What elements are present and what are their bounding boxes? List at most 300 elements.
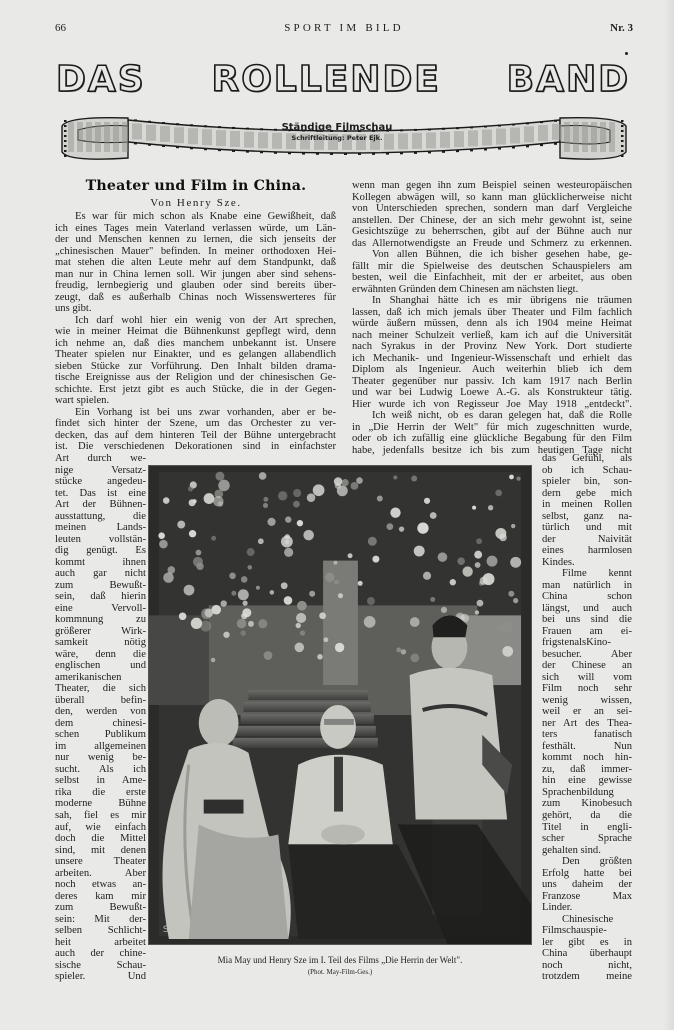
masthead-word: ROLLENDE	[211, 59, 441, 100]
blossom	[372, 556, 379, 563]
film-perforation	[64, 145, 67, 147]
blossom	[319, 612, 326, 619]
blossom	[223, 632, 229, 638]
blossom	[423, 572, 431, 580]
text-line: wart spielen.	[55, 395, 110, 407]
blossom	[189, 530, 196, 537]
text-line: eine Vervoll-	[55, 602, 146, 614]
text-line: ist. Die verschiedenen Dekorationen sind in einfachster	[55, 441, 336, 453]
blossom	[475, 562, 481, 568]
text-line: Art durch we-	[55, 453, 146, 464]
blossom	[256, 586, 260, 590]
article-title: Theater und Film in China.	[85, 178, 307, 194]
text-line: Von allen Bühnen, die ich bisher gesehen habe, ge-	[372, 249, 632, 261]
text-line: sische Schau-	[55, 959, 146, 971]
text-line: Film noch sehr	[542, 683, 632, 695]
blossom	[263, 503, 268, 508]
text-line: tische Ereignisse aus der Religion und der chinesischen Ge-	[55, 372, 336, 384]
text-line: Theater spielen nur Einakter, und es gelangen allabendlich	[55, 349, 336, 361]
text-line: uns daheim der	[542, 879, 632, 891]
blossom	[396, 647, 401, 652]
text-line: nur wenig be-	[55, 752, 146, 764]
page-number: 66	[55, 22, 66, 34]
text-line: man nur in China lernen soll. Wir jungen aber sind sehens-	[55, 268, 336, 280]
blossom	[450, 579, 456, 585]
text-line: in meinen Rollen	[542, 499, 632, 511]
film-perforation	[386, 153, 389, 155]
film-perforation	[498, 148, 501, 150]
blossom	[495, 490, 502, 497]
blossom	[411, 476, 417, 482]
text-line: der Chinese an	[542, 660, 632, 672]
text-line: ler gibt es in	[542, 936, 632, 948]
text-line: wie in meiner Heimat die Bühnenkunst gepflegt wird, denn	[55, 326, 336, 338]
text-line: besten, weil die Einfachheit, mit der er arbeitet, aus oben	[352, 272, 632, 284]
section-subtitle: Ständige Filmschau	[281, 122, 393, 133]
blossom	[281, 582, 288, 589]
text-line: In Shanghai hätte ich es mir übrigens nie träumen	[372, 295, 632, 307]
text-line: arbeiten. Aber	[55, 867, 146, 879]
blossom	[502, 646, 513, 657]
text-line: anstellen. Der Chinese, der an sich mehr gewohnt ist, seine	[352, 214, 632, 226]
blossom	[476, 538, 482, 544]
text-line: sieben Stücke zur Vorführung. Den Inhalt bilden drama-	[55, 360, 336, 372]
film-perforation	[316, 153, 319, 155]
film-perforation	[274, 152, 277, 154]
text-line: uns gibt.	[55, 303, 92, 315]
blossom	[513, 598, 518, 603]
blossom	[335, 643, 344, 652]
blossom	[401, 649, 406, 654]
text-line: wenn man gegen ihn zum Beispiel seinen westeuropäischen	[352, 180, 632, 191]
blossom	[410, 654, 419, 663]
blossom	[501, 621, 512, 632]
film-perforation	[330, 153, 333, 155]
blossom	[487, 556, 498, 567]
text-line: findet sich hinter der Szene, um das Orchester zu ver-	[55, 418, 336, 430]
text-line: würde äußern müssen, denn als ich 1904 meine Heimat	[352, 318, 632, 330]
blossom	[430, 512, 437, 519]
text-line: spieler bin, son-	[542, 476, 632, 488]
blossom	[441, 607, 447, 613]
blossom	[356, 477, 363, 484]
text-line: der und Menschen kennen zu lernen, die sich jenseits der	[55, 234, 336, 246]
text-line: ters fanatisch	[542, 729, 632, 741]
blossom	[424, 498, 430, 504]
blossom	[267, 518, 275, 526]
text-line: zum Kinobesuch	[542, 798, 632, 810]
film-perforation	[64, 155, 67, 157]
issue-number: Nr. 3	[610, 22, 633, 34]
blossom	[231, 591, 236, 596]
blossom	[367, 597, 375, 605]
blossom	[474, 551, 482, 559]
text-line: ich eines Tages mein Vaterland verlassen würde, um Län-	[55, 222, 336, 234]
text-line: das Gefühl, als	[542, 453, 632, 464]
text-line: Filme kennt	[562, 568, 632, 580]
text-line: im allgemeinen	[55, 740, 146, 752]
blossom	[218, 480, 230, 492]
blossom	[213, 496, 224, 507]
photo-credit: (Phot. May-Film-Ges.)	[307, 968, 373, 976]
text-line: dern gebe mich	[542, 487, 632, 499]
film-perforation	[540, 144, 543, 146]
blossom	[188, 486, 193, 491]
blossom	[457, 557, 465, 565]
blossom	[211, 536, 216, 541]
blossom	[229, 573, 236, 580]
film-perforation	[232, 150, 235, 152]
blossom	[196, 550, 202, 556]
text-line: dem chinesi-	[55, 717, 146, 729]
text-line: Titel in engli-	[542, 821, 632, 833]
blossom	[192, 499, 196, 503]
blossom	[462, 566, 472, 576]
text-line: kommnung zu	[55, 614, 146, 626]
blossom	[285, 516, 291, 522]
text-line: rika die erste	[55, 786, 146, 798]
blossom	[184, 585, 195, 596]
text-line: meinen Lands-	[55, 522, 146, 534]
right-column-narrow	[542, 453, 632, 983]
blossom	[325, 573, 334, 582]
blossom	[242, 608, 251, 617]
text-line: Den größten	[562, 856, 632, 868]
page-edge-shadow	[664, 0, 674, 1030]
text-line: hin eine gewisse	[542, 775, 632, 787]
text-line: gehalten sind.	[542, 844, 601, 856]
left-column-top	[55, 211, 336, 453]
text-line: in „Die Herrin der Welt" für mich zugeschnitten wurde,	[352, 421, 632, 433]
film-perforation	[400, 152, 403, 154]
text-line: sein, daß hierin	[55, 591, 146, 603]
blossom	[334, 580, 339, 585]
text-line: kommt ihnen	[55, 556, 146, 568]
blossom	[472, 506, 476, 510]
blossom	[296, 623, 301, 628]
blossom	[477, 600, 484, 607]
text-line: sucht. Als ich	[55, 763, 146, 775]
left-column-narrow	[55, 453, 146, 983]
blossom	[377, 495, 383, 501]
blossom	[293, 501, 300, 508]
text-line: nach meiner Schulzeit verließ, kam ich auf die Universität	[352, 329, 632, 341]
blossom	[191, 618, 202, 629]
blossom	[259, 472, 267, 480]
blossom	[221, 600, 227, 606]
text-line: trotzdem meine	[542, 971, 632, 983]
blossom	[303, 530, 314, 541]
text-line: und war bei Ludwig Loewe A.-G. als Konstrukteur tätig.	[352, 387, 632, 399]
text-line: kommt noch hin-	[542, 752, 632, 764]
film-perforation	[484, 149, 487, 151]
film-perforation	[246, 151, 249, 153]
text-line: Es war für mich schon als Knabe eine Gewißheit, daß	[75, 211, 336, 222]
text-line: „chinesischen Mauer" befinden. In meiner orthodoxen Hei-	[55, 245, 336, 257]
blossom	[284, 596, 293, 605]
text-line: stücke angedeu-	[55, 476, 146, 488]
blossom	[205, 609, 214, 618]
section-editor: Schriftleitung: Peter Ejk.	[291, 134, 383, 142]
text-line: selben Schlicht-	[55, 925, 146, 937]
text-line: zu, daß immer-	[542, 763, 632, 775]
blossom	[417, 522, 428, 533]
text-line: sein: Mit der-	[55, 913, 146, 925]
text-line: größerer Wirk-	[55, 625, 146, 637]
blossom	[342, 479, 349, 486]
blossom	[281, 536, 293, 548]
text-line: frigstenalsKino-	[542, 637, 611, 649]
text-line: sich will vom	[542, 671, 632, 683]
blossom	[368, 537, 377, 546]
blossom	[241, 630, 246, 635]
article-byline: Von Henry Sze.	[150, 197, 242, 209]
text-line: auf, wie einfach	[55, 821, 146, 833]
film-perforation	[512, 147, 515, 149]
text-line: schichte. Erst jetzt gibt es auch Stücke, die in der Gegen-	[55, 383, 336, 395]
blossom	[270, 590, 275, 595]
text-line: auch der chine-	[55, 948, 146, 960]
blossom	[163, 497, 170, 504]
text-line: längst, und auch	[542, 602, 632, 614]
blossom	[511, 524, 515, 528]
blossom	[243, 601, 248, 606]
text-line: Diplom als Ingenieur. Auch weiterhin blieb ich dem	[352, 364, 632, 376]
blossom	[410, 617, 420, 627]
masthead-title	[56, 60, 630, 100]
blossom	[297, 601, 307, 611]
film-perforation	[176, 146, 179, 148]
blossom	[393, 475, 397, 479]
text-line: mat stehen die alten Leute mehr auf dem Standpunkt, daß	[55, 257, 336, 269]
banner-text	[0, 122, 674, 143]
text-line: decken, das auf dem hinteren Teil der Bühne untergebracht	[55, 429, 336, 441]
text-line: wäre, denn die	[55, 648, 146, 660]
blossom	[488, 505, 493, 510]
blossom	[333, 561, 337, 565]
text-line: tet. Das ist eine	[55, 487, 146, 499]
blossom	[338, 593, 343, 598]
text-line: Theater gegenüber nur passiv. Ich kam 1917 nach Berlin	[352, 375, 632, 387]
film-perforation	[148, 144, 151, 146]
text-line: das Allernotwendigste an Freude und Schmerz zu erkennen.	[352, 237, 632, 249]
text-line: doch die Mittel	[55, 833, 146, 845]
text-line: Art der Bühnen-	[55, 499, 146, 511]
blossom	[364, 616, 376, 628]
blossom	[309, 591, 315, 597]
text-line: heit arbeitet	[55, 936, 146, 948]
blossom	[247, 565, 252, 570]
blossom	[168, 566, 176, 574]
film-perforation	[260, 151, 263, 153]
blossom	[215, 472, 224, 481]
text-line: man natürlich in	[542, 579, 632, 591]
blossom	[323, 637, 328, 642]
film-perforation	[470, 149, 473, 151]
blossom	[516, 477, 520, 481]
text-line: ich Mechanik- und Ingenieur-Wissenschaft und erhielt das	[352, 352, 632, 364]
text-line: überall befin-	[55, 694, 146, 706]
film-perforation	[621, 150, 624, 152]
text-line: Ich weiß nicht, ob es daran gelegen hat, daß die Rolle	[372, 410, 632, 422]
text-line: ner Art des Thea-	[542, 717, 632, 729]
blossom	[390, 508, 400, 518]
film-perforation	[456, 150, 459, 152]
film-perforation	[218, 149, 221, 151]
film-perforation	[428, 151, 431, 153]
text-line: nach Syrakus in der Provinz New York. Dort studierte	[352, 341, 632, 353]
text-line: von Unterschieden sprechen, sondern man darf Vergleiche	[352, 203, 632, 215]
photo-caption: Mia May und Henry Sze im I. Teil des Films „Die Herrin der Welt".	[217, 955, 463, 965]
text-line: ich nehme an, daß dies manchem unbekannt ist. Unsere	[55, 337, 336, 349]
text-line: besucher. Aber	[542, 648, 632, 660]
film-perforation	[414, 152, 417, 154]
text-line: freudig, lernbegierig und glauben oder sind bereits über-	[55, 280, 336, 292]
text-line: selbst, ganz na-	[542, 510, 632, 522]
text-line: der Naivität	[542, 533, 632, 545]
text-line: spieler. Und	[55, 971, 146, 983]
film-perforation	[64, 150, 67, 152]
text-line: Gesichtszüge zu beherrschen, gibt auf der Bühne auch nur	[352, 226, 632, 238]
text-line: habe, jedenfalls besitze ich bis zum heutigen Tage nicht	[352, 444, 632, 456]
blossom	[297, 520, 303, 526]
blossom	[248, 621, 254, 627]
film-perforation	[204, 148, 207, 150]
blossom	[258, 619, 267, 628]
blossom	[438, 552, 448, 562]
masthead-word: DAS	[56, 59, 146, 100]
photo-film-still	[148, 465, 532, 945]
blossom	[241, 576, 248, 583]
blossom	[193, 557, 203, 567]
blossom	[247, 548, 255, 556]
blossom	[264, 651, 273, 660]
text-line: noch etwas an-	[55, 879, 146, 891]
text-line: Hier wurde ich von Regisseur Joe May 1918 „entdeckt".	[352, 398, 632, 410]
text-line: China schon	[542, 591, 632, 603]
text-line: Linder.	[542, 902, 573, 914]
photo-mark: S	[162, 925, 169, 936]
text-line: noch nicht,	[542, 959, 632, 971]
film-perforation	[554, 143, 557, 145]
blossom	[313, 484, 325, 496]
blossom	[351, 482, 359, 490]
film-perforation	[621, 145, 624, 147]
blossom	[211, 658, 216, 663]
text-line: lassen, daß ich mich jemals über Theater und Film fachlich	[352, 306, 632, 318]
text-line: wenig wissen,	[542, 694, 632, 706]
text-line: ausstattung, die	[55, 510, 146, 522]
text-line: den, werden von	[55, 706, 146, 718]
text-line: türlich und mit	[542, 522, 632, 534]
film-perforation	[372, 153, 375, 155]
film-perforation	[358, 153, 361, 155]
film-perforation	[621, 155, 624, 157]
blossom	[179, 612, 187, 620]
text-line: dig genügt. Es	[55, 545, 146, 557]
blossom	[296, 613, 306, 623]
film-perforation	[442, 151, 445, 153]
blossom	[278, 491, 287, 500]
text-line: englischen und	[55, 660, 146, 672]
text-line: Chinesische	[562, 913, 614, 925]
film-perforation	[526, 145, 529, 147]
blossom	[177, 521, 185, 529]
text-line: scher Sprache	[542, 833, 632, 845]
film-perforation	[344, 153, 347, 155]
blossom	[509, 475, 514, 480]
magazine-name: SPORT IM BILD	[284, 22, 404, 34]
text-line: schen Publikum	[55, 729, 146, 741]
blossom	[508, 591, 514, 597]
text-line: China überhaupt	[542, 948, 632, 960]
blossom	[430, 597, 435, 602]
text-line: eines harmlosen	[542, 545, 632, 557]
text-line: Erfolg hatte bei	[542, 867, 632, 879]
film-perforation	[302, 153, 305, 155]
blossom	[348, 553, 353, 558]
blossom	[510, 557, 521, 568]
text-line: deres kam mir	[55, 890, 146, 902]
text-line: oder ob ich zufällig eine glückliche Begabung für den Film	[352, 433, 632, 445]
text-line: selbst in Ame-	[55, 775, 146, 787]
print-speck	[625, 52, 628, 55]
text-line: unsere Theater	[55, 856, 146, 868]
running-head	[55, 22, 633, 36]
text-line: Sprachenbildung	[542, 786, 614, 798]
film-perforation	[190, 147, 193, 149]
blossom	[399, 526, 404, 531]
text-line: zeugt, daß es außerhalb Chinas noch Wissenswerteres für	[55, 291, 336, 303]
blossom	[163, 572, 174, 583]
text-line: auch gar nicht	[55, 568, 146, 580]
right-column-top	[352, 180, 632, 456]
text-line: ob ich Schau-	[542, 464, 632, 476]
blossom	[158, 532, 165, 539]
text-line: Frauen am ei-	[542, 625, 632, 637]
blossom	[386, 523, 393, 530]
photo-image	[149, 466, 531, 944]
text-line: moderne Bühne	[55, 798, 146, 810]
text-line: zum Bewußt-	[55, 902, 146, 914]
blossom	[263, 497, 268, 502]
blossom	[159, 540, 168, 549]
text-line: Franzose Max	[542, 890, 632, 902]
text-line: gehört, da die	[542, 809, 632, 821]
text-line: samkeit nötig	[55, 637, 146, 649]
text-line: zum Bewußt-	[55, 579, 146, 591]
text-line: Kindes.	[542, 556, 575, 568]
blossom	[495, 528, 506, 539]
blossom	[293, 489, 301, 497]
masthead-word: BAND	[506, 59, 630, 100]
blossom	[300, 630, 305, 635]
text-line: Theater, die sich	[55, 683, 146, 695]
text-line: Ich darf wohl hier ein wenig von der Art sprechen,	[75, 314, 336, 326]
blossom	[414, 546, 425, 557]
text-line: Filmschauspie-	[542, 925, 607, 937]
blossom	[475, 610, 479, 614]
text-line: leuten vollstän-	[55, 533, 146, 545]
blossom	[334, 477, 343, 486]
film-perforation	[288, 152, 291, 154]
text-line: sind, mit denen	[55, 844, 146, 856]
text-line: amerikanischen	[55, 671, 122, 683]
text-line: sah, fiel es mir	[55, 809, 146, 821]
text-line: nige Versatz-	[55, 464, 146, 476]
blossom	[307, 493, 316, 502]
blossom	[204, 493, 215, 504]
